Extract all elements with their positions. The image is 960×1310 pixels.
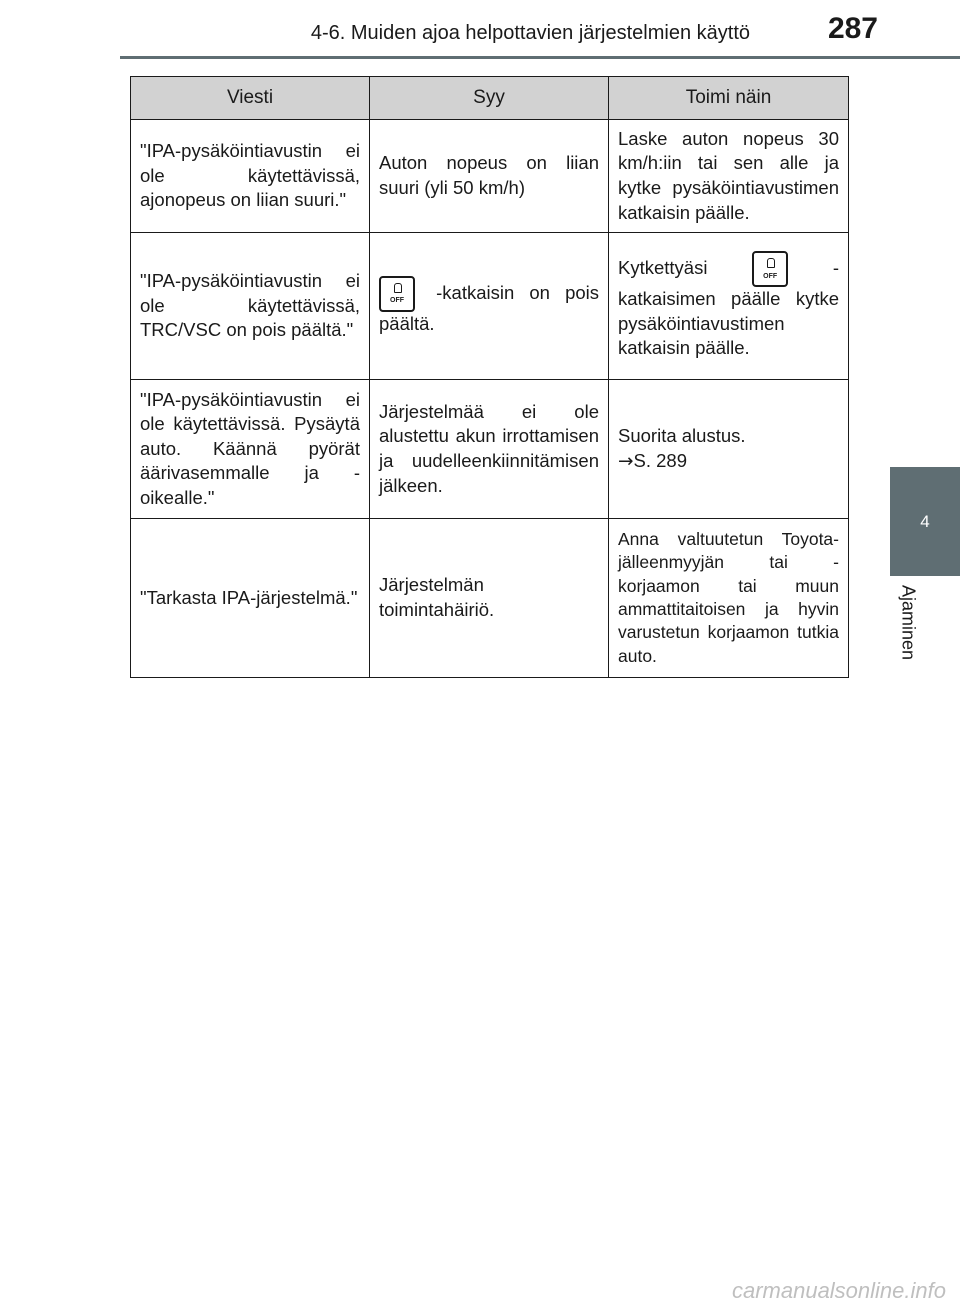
table-row [131,380,849,519]
page-number: 287 [827,12,878,45]
cause-cell: Järjestelmää ei ole alustettu akun irrottamisen ja uudelleenkiinnitämisen jälkeen. [370,380,609,519]
action-text-prefix: Kytkettyäsi [618,257,708,278]
chapter-label: Ajaminen [898,585,919,661]
column-header-message: Viesti [131,77,370,120]
chapter-tab [890,467,960,576]
trc-vsc-off-switch-icon: OFF [379,276,415,312]
message-table [130,76,849,678]
header-rule [120,56,960,59]
chapter-number: 4 [920,511,930,531]
table-row [131,233,849,380]
page-reference [618,449,839,475]
action-cell: Laske auton nopeus 30 km/h:iin tai sen alle ja kytke pysäköintiavustimen katkaisin päälle. [609,120,849,233]
message-cell: "Tarkasta IPA-järjestelmä." [131,519,370,678]
header-title: 4-6. Muiden ajoa helpottavien järjestelmien käyttö [310,22,750,44]
cause-cell [370,233,609,380]
action-cell [609,380,849,519]
table-row [131,519,849,678]
message-cell: "IPA-pysäköintiavustin ei ole käytettävissä. Pysäytä auto. Käännä pyörät äärivasemmalle ja -oikealle." [131,380,370,519]
action-cell: Anna valtuutetun Toyota-jälleenmyyjän tai -korjaamon tai muun ammattitaitoisen ja hyvin varustetun korjaamon tutkia auto. [609,519,849,678]
column-header-cause: Syy [370,77,609,120]
trc-vsc-off-switch-icon: OFF [752,251,788,287]
watermark: carmanualsonline.info [731,1278,946,1303]
table-header-row [131,77,849,120]
cause-text: -katkaisin on pois päältä. [379,281,600,334]
action-text-suffix: -katkaisimen päälle kytke pysäköintiavustimen katkaisin päälle. [618,257,839,359]
column-header-action: Toimi näin [609,77,849,120]
action-cell [609,233,849,380]
arrow-right-icon: → [618,450,634,472]
action-text: Suorita alustus. [618,424,746,446]
page-reference-text: S. 289 [633,449,688,471]
cause-cell: Järjestelmän toimintahäiriö. [370,519,609,678]
cause-cell: Auton nopeus on liian suuri (yli 50 km/h) [370,120,609,233]
table-row [131,120,849,233]
message-cell: "IPA-pysäköintiavustin ei ole käytettävissä, TRC/VSC on pois päältä." [131,233,370,380]
message-cell: "IPA-pysäköintiavustin ei ole käytettävissä, ajonopeus on liian suuri." [131,120,370,233]
